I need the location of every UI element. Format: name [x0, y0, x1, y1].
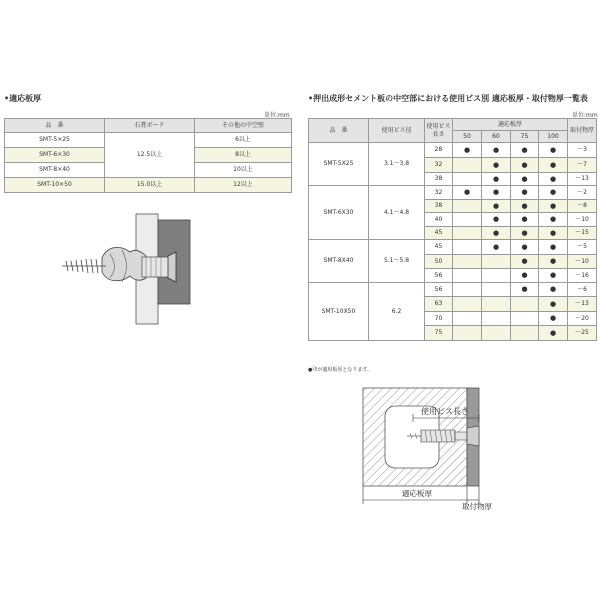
cell-thickness-60 [482, 297, 511, 312]
cell-thickness-50 [453, 269, 482, 283]
cell-length: 75 [425, 326, 453, 341]
cell-thickness-60 [482, 240, 511, 255]
applicable-dot: ● [492, 228, 500, 237]
applicable-dot: ● [549, 271, 557, 280]
cell-thickness-75 [511, 200, 539, 213]
cell-thickness-50 [453, 297, 482, 312]
applicable-dot: ● [492, 201, 500, 210]
right-unit-label: 単位:mm [572, 112, 598, 119]
applicable-dot: ● [549, 188, 557, 197]
cell-thickness-75 [511, 227, 539, 240]
cell-diameter: 6.2 [369, 283, 425, 341]
cell-thickness-100 [539, 158, 568, 173]
screw-length-label: 使用ビス長さ [421, 407, 469, 416]
cell-model: SMT-5X25 [309, 143, 369, 186]
applicable-dot: ● [521, 228, 528, 237]
cell-thickness-50 [453, 143, 482, 158]
cell-length: 28 [425, 143, 453, 158]
row-other: 12以上 [195, 178, 292, 193]
applicable-dot: ● [549, 242, 557, 251]
cell-diameter: 5.1〜5.8 [369, 240, 425, 283]
cell-model: SMT-6X30 [309, 186, 369, 240]
cell-thickness-100 [539, 240, 568, 255]
cell-thickness-100 [539, 213, 568, 227]
cell-thickness-60 [482, 186, 511, 200]
cell-thickness-50 [453, 173, 482, 186]
cell-thickness-50 [453, 227, 482, 240]
cell-thickness-100 [539, 255, 568, 269]
header-thickness-100: 100 [539, 131, 568, 143]
cell-thickness-100 [539, 297, 568, 312]
cell-attach-thickness: 〜16 [568, 269, 597, 283]
applicable-dot: ● [521, 160, 528, 169]
cell-length: 45 [425, 240, 453, 255]
cell-thickness-50 [453, 158, 482, 173]
cell-thickness-50 [453, 186, 482, 200]
cell-length: 56 [425, 269, 453, 283]
applicable-dot: ● [549, 299, 557, 308]
applicable-dot: ● [492, 174, 500, 183]
applicable-dot: ● [521, 257, 528, 266]
cell-attach-thickness: 〜15 [568, 227, 597, 240]
applicable-dot: ● [549, 174, 557, 183]
applicable-dot: ● [549, 201, 557, 210]
cell-attach-thickness: 〜13 [568, 297, 597, 312]
cell-thickness-60 [482, 283, 511, 297]
cell-thickness-75 [511, 255, 539, 269]
cell-thickness-75 [511, 269, 539, 283]
applicable-dot: ● [549, 215, 557, 224]
cell-diameter: 4.1〜4.8 [369, 186, 425, 240]
gypsum-merged-value: 12.5以上 [105, 133, 195, 178]
cell-model: SMT-8X40 [309, 240, 369, 283]
cell-thickness-60 [482, 173, 511, 186]
cell-length: 45 [425, 227, 453, 240]
applicable-dot: ● [549, 314, 557, 323]
header-attach-thickness: 取付物厚 [568, 119, 597, 143]
row-other: 10以上 [195, 163, 292, 178]
header-thickness-60: 60 [482, 131, 511, 143]
header-other-wall: その他の中空壁 [195, 119, 292, 133]
cell-attach-thickness: 〜13 [568, 173, 597, 186]
applicable-dot: ● [549, 328, 557, 337]
cell-thickness-100 [539, 283, 568, 297]
applicable-dot: ● [463, 145, 471, 154]
table-row [309, 283, 597, 297]
cell-thickness-75 [511, 326, 539, 341]
cell-thickness-60 [482, 158, 511, 173]
header-gypsum: 石膏ボード [105, 119, 195, 133]
cell-attach-thickness: 〜2 [568, 186, 597, 200]
cell-attach-thickness: 〜10 [568, 213, 597, 227]
cell-thickness-50 [453, 326, 482, 341]
applicable-dot: ● [521, 201, 528, 210]
header-thickness-50: 50 [453, 131, 482, 143]
applicable-dot: ● [492, 242, 500, 251]
cell-thickness-60 [482, 227, 511, 240]
cell-thickness-100 [539, 173, 568, 186]
applicable-dot: ● [492, 188, 500, 197]
applicable-dot: ● [492, 145, 500, 154]
cell-thickness-75 [511, 240, 539, 255]
cell-attach-thickness: 〜3 [568, 143, 597, 158]
cell-thickness-60 [482, 326, 511, 341]
table-row [309, 143, 597, 158]
cell-thickness-75 [511, 312, 539, 326]
cell-thickness-75 [511, 213, 539, 227]
header-model: 品 番 [5, 119, 105, 133]
cell-thickness-50 [453, 200, 482, 213]
cell-thickness-100 [539, 227, 568, 240]
cell-length: 32 [425, 186, 453, 200]
cell-diameter: 3.1〜3.8 [369, 143, 425, 186]
cell-thickness-75 [511, 143, 539, 158]
cell-attach-thickness: 〜25 [568, 326, 597, 341]
applicable-dot: ● [549, 160, 557, 169]
cell-thickness-100 [539, 186, 568, 200]
row-model: SMT-8×40 [5, 163, 105, 178]
board-thickness-label: 適応板厚 [402, 489, 432, 498]
applicable-dot: ● [521, 145, 528, 154]
cell-attach-thickness: 〜5 [568, 240, 597, 255]
cell-attach-thickness: 〜8 [568, 200, 597, 213]
applicable-dot: ● [549, 257, 557, 266]
cell-length: 50 [425, 255, 453, 269]
cell-thickness-60 [482, 143, 511, 158]
cell-thickness-75 [511, 283, 539, 297]
cell-thickness-50 [453, 255, 482, 269]
header-screw-length: 使用ビス長さ [425, 119, 453, 143]
cell-attach-thickness: 〜6 [568, 283, 597, 297]
cell-thickness-100 [539, 143, 568, 158]
row-model: SMT-10×50 [5, 178, 105, 193]
table-row [309, 240, 597, 255]
applicable-dot: ● [521, 215, 528, 224]
header-screw-diameter: 使用ビス径 [369, 119, 425, 143]
cell-thickness-100 [539, 326, 568, 341]
cell-thickness-50 [453, 283, 482, 297]
cell-length: 56 [425, 283, 453, 297]
cell-thickness-75 [511, 186, 539, 200]
applicable-dot: ● [549, 145, 557, 154]
cell-thickness-50 [453, 213, 482, 227]
applicable-dot: ● [492, 160, 500, 169]
cell-thickness-75 [511, 158, 539, 173]
header-thickness-75: 75 [511, 131, 539, 143]
plate-thickness-table [4, 118, 292, 193]
row-model: SMT-5×25 [5, 133, 105, 148]
cell-thickness-100 [539, 312, 568, 326]
cell-length: 70 [425, 312, 453, 326]
attach-thickness-label: 取付物厚 [462, 502, 492, 511]
cell-thickness-60 [482, 312, 511, 326]
cell-thickness-75 [511, 173, 539, 186]
left-section-title: •適応板厚 [4, 94, 42, 103]
applicable-dot: ● [492, 215, 500, 224]
cell-thickness-60 [482, 269, 511, 283]
cell-thickness-100 [539, 200, 568, 213]
cell-length: 32 [425, 158, 453, 173]
cell-thickness-75 [511, 297, 539, 312]
cell-attach-thickness: 〜20 [568, 312, 597, 326]
row-other: 8以上 [195, 148, 292, 163]
cell-thickness-50 [453, 312, 482, 326]
installation-diagram [355, 382, 505, 512]
cell-thickness-50 [453, 240, 482, 255]
cell-thickness-60 [482, 200, 511, 213]
applicable-dot: ● [521, 242, 528, 251]
cell-attach-thickness: 〜10 [568, 255, 597, 269]
header-model: 品 番 [309, 119, 369, 143]
screw-thickness-table [308, 118, 597, 341]
cell-length: 40 [425, 213, 453, 227]
right-section-title: •押出成形セメント板の中空部における使用ビス別 適応板厚・取付物厚一覧表 [308, 94, 588, 103]
cell-model: SMT-10X50 [309, 283, 369, 341]
row-gypsum: 15.0以上 [105, 178, 195, 193]
applicable-dot: ● [521, 188, 528, 197]
applicable-dot: ● [521, 174, 528, 183]
applicable-dot: ● [521, 271, 528, 280]
applicable-dot: ● [549, 285, 557, 294]
row-other: 6以上 [195, 133, 292, 148]
left-unit-label: 単位:mm [264, 112, 290, 119]
header-plate-thickness: 適応板厚 [453, 119, 568, 131]
anchor-illustration [50, 208, 200, 328]
cell-thickness-60 [482, 255, 511, 269]
cell-thickness-60 [482, 213, 511, 227]
cell-length: 38 [425, 173, 453, 186]
row-model: SMT-6×30 [5, 148, 105, 163]
applicable-dot: ● [549, 228, 557, 237]
applicable-dot: ● [521, 285, 528, 294]
table-row [309, 186, 597, 200]
table-note: ●印が適用板厚となります。 [308, 367, 372, 373]
cell-length: 38 [425, 200, 453, 213]
cell-thickness-100 [539, 269, 568, 283]
cell-length: 63 [425, 297, 453, 312]
applicable-dot: ● [463, 188, 471, 197]
cell-attach-thickness: 〜7 [568, 158, 597, 173]
